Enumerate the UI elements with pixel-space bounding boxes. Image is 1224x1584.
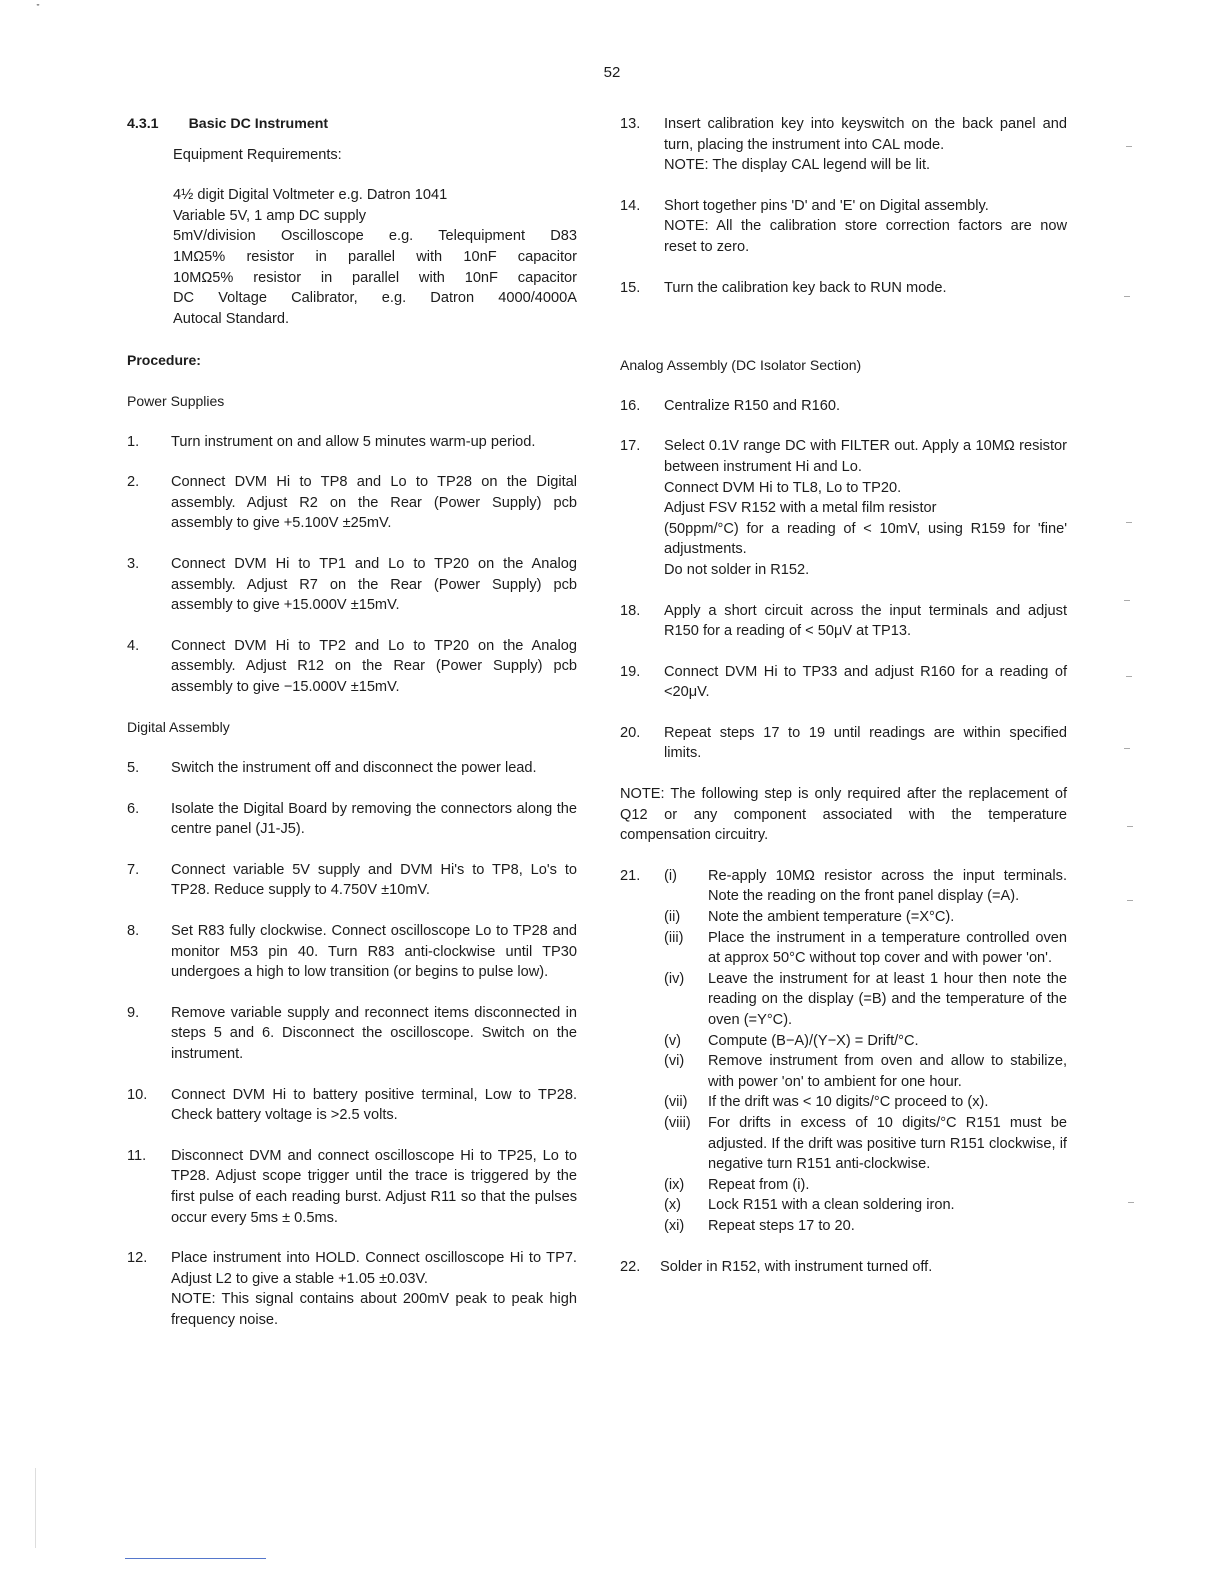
step-item: [127, 636, 577, 698]
step-text: Insert calibration key into keyswitch on the back panel and turn, placing the instrument into CAL mode.: [664, 116, 1067, 153]
step-body: [664, 196, 1067, 258]
substep-text: Remove instrument from oven and allow to stabilize, with power 'on' to ambient for one hour.: [708, 1053, 1067, 1090]
substep-number: (vi): [664, 1053, 685, 1070]
section-title: Basic DC Instrument: [188, 116, 329, 132]
substep: [664, 1113, 1067, 1175]
digital-assembly-heading: Digital Assembly: [127, 719, 230, 736]
substep-text: Re-apply 10MΩ resistor across the input terminals. Note the reading on the front panel display (=A).: [708, 867, 1067, 905]
step-item: [127, 554, 577, 616]
step-item: [620, 396, 1067, 417]
equipment-list: [173, 185, 577, 329]
step-text: Repeat steps 17 to 19 until readings are within specified limits.: [664, 724, 1067, 762]
step-number: 10.: [127, 1086, 148, 1103]
substep: [664, 866, 1067, 907]
substep-number: (x): [664, 1197, 682, 1214]
equipment-item: 10MΩ5% resistor in parallel with 10nF capacitor: [173, 269, 577, 286]
substep-number: (i): [664, 867, 677, 884]
step-text: Connect DVM Hi to battery positive terminal, Low to TP28. Check battery voltage is >2.5 volts.: [171, 1086, 577, 1124]
margin-mark: [1126, 676, 1132, 677]
step-body: [664, 114, 1067, 176]
equipment-item: 4½ digit Digital Voltmeter e.g. Datron 1041: [173, 187, 448, 204]
margin-mark: [1126, 522, 1132, 523]
step-text: Disconnect DVM and connect oscilloscope Hi to TP25, Lo to TP28. Adjust scope trigger until the trace is triggered by the first pulse of each reading burst. Adjust R11 so that the pulses occur every 5ms ± 0.5ms.: [171, 1147, 577, 1226]
step-line: Adjust FSV R152 with a metal film resistor: [664, 500, 937, 517]
margin-mark: [1124, 600, 1130, 601]
step-number: 12.: [127, 1250, 148, 1267]
step-text: Connect DVM Hi to TP1 and Lo to TP20 on the Analog assembly. Adjust R7 on the Rear (Power Supply) pcb assembly to give +15.000V ±15mV.: [171, 555, 577, 614]
step-item: [620, 723, 1067, 764]
step-number: 5.: [127, 760, 140, 777]
step-number: 11.: [127, 1147, 147, 1164]
step-line: Connect DVM Hi to TL8, Lo to TP20.: [664, 479, 902, 496]
right-column: [620, 114, 1067, 1277]
page-number: 52: [603, 64, 621, 81]
procedure-heading: Procedure:: [127, 352, 201, 369]
analog-assembly-heading: Analog Assembly (DC Isolator Section): [620, 357, 862, 374]
step-substeps: [664, 866, 1067, 1237]
substep-text: For drifts in excess of 10 digits/°C R151 must be adjusted. If the drift was positive turn R151 clockwise, if negative turn R151 anti-clockwise.: [708, 1114, 1067, 1173]
substep: [664, 969, 1067, 1031]
step-line: Do not solder in R152.: [664, 561, 810, 578]
step-number: 19.: [620, 663, 641, 680]
substep: [664, 1031, 1067, 1052]
step-item: [127, 1146, 577, 1228]
step-item: [620, 866, 1067, 1237]
substep: [664, 907, 1067, 928]
step-number: 9.: [127, 1004, 140, 1021]
margin-mark: [1126, 146, 1132, 147]
step-item: [127, 860, 577, 901]
step-item: [620, 114, 1067, 176]
step-item: [127, 1003, 577, 1065]
step-text: Select 0.1V range DC with FILTER out. Apply a 10MΩ resistor between instrument Hi and Lo.: [664, 438, 1067, 475]
step-text: Connect DVM Hi to TP2 and Lo to TP20 on the Analog assembly. Adjust R12 on the Rear (Power Supply) pcb assembly to give −15.000V ±15mV.: [171, 637, 577, 695]
step-item: [620, 1257, 1067, 1278]
substep-text: Repeat from (i).: [708, 1176, 810, 1193]
step-number: 2.: [127, 474, 140, 491]
step-number: 14.: [620, 197, 641, 214]
step-note: NOTE: All the calibration store correction factors are now reset to zero.: [664, 218, 1067, 255]
step-text: Remove variable supply and reconnect items disconnected in steps 5 and 6. Disconnect the oscilloscope. Switch on the instrument.: [171, 1004, 577, 1062]
substep-number: (iv): [664, 970, 685, 987]
step-text: Turn the calibration key back to RUN mode.: [664, 279, 947, 296]
substep-number: (xi): [664, 1217, 685, 1234]
margin-mark: [1124, 748, 1130, 749]
step-text: Apply a short circuit across the input terminals and adjust R150 for a reading of < 50μV at TP13.: [664, 602, 1067, 640]
margin-mark: [1124, 296, 1130, 297]
substep-number: (ix): [664, 1176, 685, 1193]
step-text: Switch the instrument off and disconnect the power lead.: [171, 760, 537, 777]
step-text: Place instrument into HOLD. Connect oscilloscope Hi to TP7. Adjust L2 to give a stable +1.05 ±0.03V.: [171, 1250, 577, 1287]
step-text: Connect DVM Hi to TP8 and Lo to TP28 on the Digital assembly. Adjust R2 on the Rear (Power Supply) pcb assembly to give +5.100V ±25mV.: [171, 474, 577, 532]
section-heading: [127, 114, 577, 135]
footer-rule: [125, 1558, 266, 1559]
equipment-item: 1MΩ5% resistor in parallel with 10nF capacitor: [173, 248, 577, 265]
substep-number: (viii): [664, 1114, 691, 1131]
step-item: [620, 662, 1067, 703]
equipment-item: Autocal Standard.: [173, 310, 290, 327]
step-item: [127, 799, 577, 840]
equipment-item: DC Voltage Calibrator, e.g. Datron 4000/4000A: [173, 290, 577, 307]
section-number: 4.3.1: [127, 116, 159, 132]
margin-mark: [1127, 900, 1133, 901]
substep: [664, 1051, 1067, 1092]
substep: [664, 1092, 1067, 1113]
margin-mark: [1128, 1202, 1134, 1203]
power-supplies-heading: Power Supplies: [127, 392, 225, 409]
substep-text: Note the ambient temperature (=X°C).: [708, 909, 955, 926]
step-text: Centralize R150 and R160.: [664, 397, 841, 414]
equipment-item: 5mV/division Oscilloscope e.g. Telequipment D83: [173, 228, 577, 245]
step-item: [620, 196, 1067, 258]
step-item: [620, 601, 1067, 642]
step-text: Short together pins 'D' and 'E' on Digital assembly.: [664, 197, 989, 214]
step-item: [620, 436, 1067, 580]
left-column: [127, 114, 577, 1331]
note-paragraph: [620, 784, 1067, 846]
step-line: (50ppm/°C) for a reading of < 10mV, using R159 for 'fine' adjustments.: [664, 520, 1067, 558]
step-text: Solder in R152, with instrument turned off.: [660, 1258, 933, 1275]
equipment-item: Variable 5V, 1 amp DC supply: [173, 207, 367, 224]
step-note: NOTE: The display CAL legend will be lit.: [664, 157, 931, 174]
substep-text: Lock R151 with a clean soldering iron.: [708, 1197, 955, 1214]
substep-number: (vii): [664, 1094, 688, 1111]
step-number: 8.: [127, 923, 140, 940]
step-number: 4.: [127, 637, 140, 654]
substep-text: Repeat steps 17 to 20.: [708, 1217, 855, 1234]
substep-text: Leave the instrument for at least 1 hour then note the reading on the display (=B) and the temperature of the oven (=Y°C).: [708, 970, 1067, 1028]
note-label: NOTE:: [620, 786, 665, 803]
margin-line: [35, 1468, 36, 1548]
step-item: [127, 921, 577, 983]
step-note: NOTE: This signal contains about 200mV peak to peak high frequency noise.: [171, 1291, 577, 1328]
substep-number: (iii): [664, 929, 684, 946]
substep: [664, 1216, 1067, 1237]
margin-mark: [1127, 826, 1133, 827]
substep-text: If the drift was < 10 digits/°C proceed to (x).: [708, 1094, 989, 1111]
step-number: 17.: [620, 438, 641, 455]
step-number: 20.: [620, 724, 641, 741]
step-item: [127, 758, 577, 779]
step-text: Isolate the Digital Board by removing the connectors along the centre panel (J1-J5).: [171, 800, 577, 838]
note-text: The following step is only required after the replacement of Q12 or any component associated with the temperature compensation circuitry.: [620, 786, 1067, 844]
step-item: [127, 472, 577, 534]
step-text: Connect variable 5V supply and DVM Hi's to TP8, Lo's to TP28. Reduce supply to 4.750V ±10mV.: [171, 861, 577, 899]
substep-text: Compute (B−A)/(Y−X) = Drift/°C.: [708, 1032, 919, 1049]
step-number: 3.: [127, 555, 140, 572]
step-item: [127, 432, 577, 453]
step-number: 1.: [127, 433, 140, 450]
step-number: 21.: [620, 867, 641, 884]
step-number: 7.: [127, 861, 140, 878]
equipment-title: Equipment Requirements:: [173, 146, 342, 163]
step-number: 22.: [620, 1258, 641, 1275]
step-item: [620, 278, 1067, 299]
step-number: 6.: [127, 800, 140, 817]
step-number: 16.: [620, 397, 641, 414]
step-body: [664, 436, 1067, 580]
substep-number: (ii): [664, 909, 681, 926]
substep-number: (v): [664, 1032, 682, 1049]
substep: [664, 928, 1067, 969]
step-number: 15.: [620, 279, 641, 296]
step-number: 18.: [620, 602, 641, 619]
step-text: Turn instrument on and allow 5 minutes warm-up period.: [171, 433, 536, 450]
step-text: Connect DVM Hi to TP33 and adjust R160 for a reading of <20μV.: [664, 663, 1067, 701]
substep: [664, 1195, 1067, 1216]
substep-text: Place the instrument in a temperature controlled oven at approx 50°C without top cover and with power 'on'.: [708, 929, 1067, 967]
step-item: [127, 1248, 577, 1330]
step-number: 13.: [620, 116, 641, 132]
step-item: [127, 1085, 577, 1126]
step-text: Set R83 fully clockwise. Connect oscilloscope Lo to TP28 and monitor M53 pin 40. Turn R83 anti-clockwise until TP30 undergoes a high to low transition (or begins to pulse low).: [171, 923, 577, 981]
step-body: [171, 1248, 577, 1330]
substep: [664, 1175, 1067, 1196]
